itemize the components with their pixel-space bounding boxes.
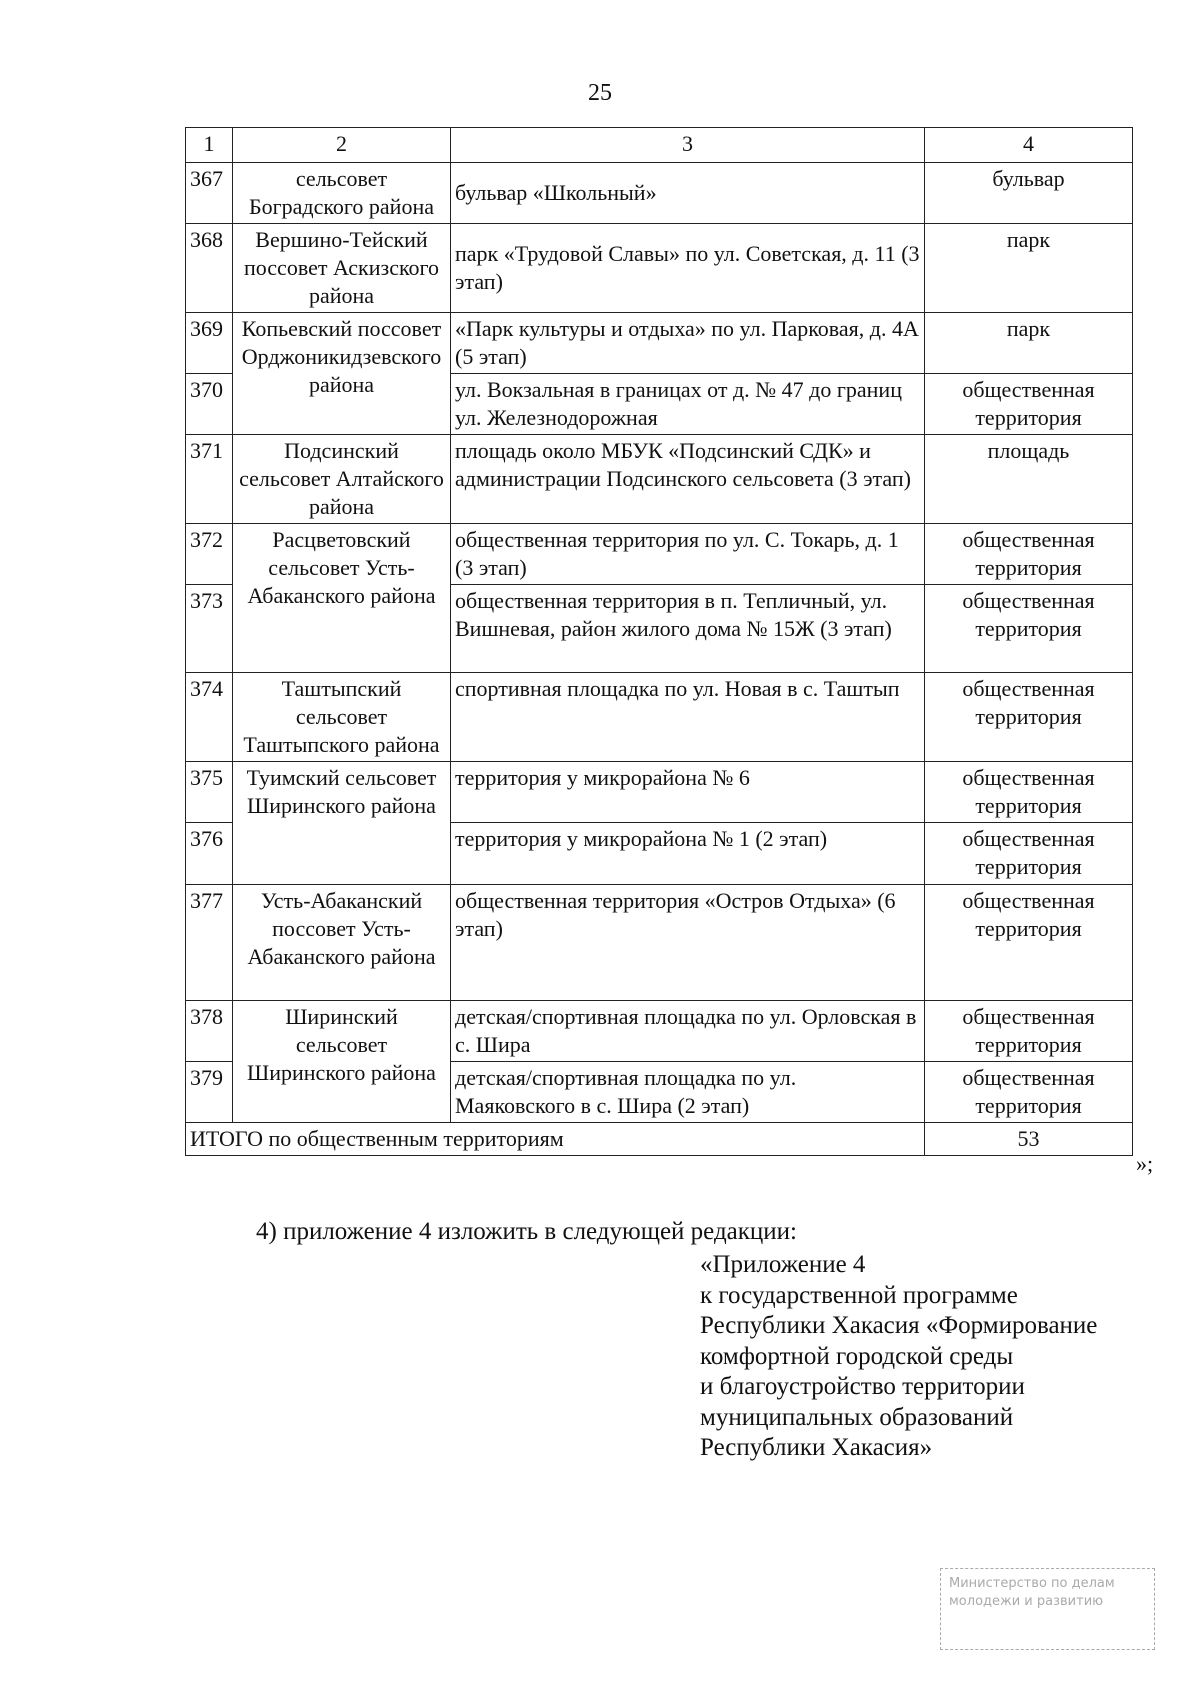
territory-cell: парк «Трудовой Славы» по ул. Советская, д. 11 (3 этап) <box>451 224 925 313</box>
instruction-text: 4) приложение 4 изложить в следующей редакции: <box>256 1218 797 1245</box>
type-cell: парк <box>925 313 1133 374</box>
table-row <box>186 163 1133 224</box>
territory-cell: «Парк культуры и отдыха» по ул. Парковая, д. 4А (5 этап) <box>451 313 925 374</box>
appendix-line: муниципальных образований <box>700 1403 1014 1431</box>
column-header: 3 <box>451 128 925 163</box>
table-row <box>186 1001 1133 1062</box>
table-row <box>186 885 1133 1001</box>
municipality-cell: сельсовет Боградского района <box>233 163 451 224</box>
column-header: 2 <box>233 128 451 163</box>
total-label: ИТОГО по общественным территориям <box>186 1123 925 1156</box>
appendix-line: комфортной городской среды <box>700 1342 1014 1370</box>
type-cell: общественная территория <box>925 762 1133 823</box>
stamp-line: молодежи и развитию <box>949 1594 1104 1609</box>
territory-cell: детская/спортивная площадка по ул. Маяковского в с. Шира (2 этап) <box>451 1062 925 1123</box>
territories-table <box>185 127 1133 1156</box>
total-row <box>186 1123 1133 1156</box>
territory-cell: общественная территория в п. Тепличный, ул. Вишневая, район жилого дома № 15Ж (3 этап) <box>451 585 925 673</box>
territory-cell: территория у микрорайона № 1 (2 этап) <box>451 823 925 885</box>
table-row <box>186 435 1133 524</box>
table-row <box>186 673 1133 762</box>
row-number: 369 <box>186 313 233 374</box>
municipality-cell: Расцветовский сельсовет Усть-Абаканского района <box>233 524 451 673</box>
municipality-cell: Копьевский поссовет Орджоникидзевского района <box>233 313 451 435</box>
appendix-line: Республики Хакасия» <box>700 1434 933 1461</box>
row-number: 378 <box>186 1001 233 1062</box>
appendix-line: Республики Хакасия «Формирование <box>700 1312 1098 1339</box>
table-row <box>186 524 1133 585</box>
appendix-line: и благоустройство территории <box>700 1373 1025 1400</box>
type-cell: общественная территория <box>925 374 1133 435</box>
territory-cell: общественная территория «Остров Отдыха» (6 этап) <box>451 885 925 1001</box>
type-cell: общественная территория <box>925 524 1133 585</box>
appendix-line: «Приложение 4 <box>700 1251 866 1278</box>
closing-quote: »; <box>1136 1151 1154 1176</box>
territory-cell: бульвар «Школьный» <box>451 163 925 224</box>
ministry-stamp <box>940 1568 1155 1650</box>
territory-cell: спортивная площадка по ул. Новая в с. Таштып <box>451 673 925 762</box>
row-number: 376 <box>186 823 233 885</box>
total-value: 53 <box>925 1123 1133 1156</box>
type-cell: площадь <box>925 435 1133 524</box>
column-header: 1 <box>186 128 233 163</box>
table-row <box>186 313 1133 374</box>
type-cell: общественная территория <box>925 823 1133 885</box>
municipality-cell: Подсинский сельсовет Алтайского района <box>233 435 451 524</box>
territory-cell: детская/спортивная площадка по ул. Орловская в с. Шира <box>451 1001 925 1062</box>
row-number: 375 <box>186 762 233 823</box>
type-cell: общественная территория <box>925 885 1133 1001</box>
stamp-line: Министерство по делам <box>949 1576 1115 1591</box>
row-number: 368 <box>186 224 233 313</box>
row-number: 379 <box>186 1062 233 1123</box>
row-number: 367 <box>186 163 233 224</box>
table-row <box>186 224 1133 313</box>
appendix-heading <box>700 1250 1097 1464</box>
row-number: 372 <box>186 524 233 585</box>
type-cell: общественная территория <box>925 1062 1133 1123</box>
municipality-cell: Усть-Абаканский поссовет Усть-Абаканского района <box>233 885 451 1001</box>
appendix-line: к государственной программе <box>700 1281 1018 1309</box>
type-cell: бульвар <box>925 163 1133 224</box>
page-number: 25 <box>588 80 612 106</box>
row-number: 377 <box>186 885 233 1001</box>
municipality-cell: Ширинский сельсовет Ширинского района <box>233 1001 451 1123</box>
column-header: 4 <box>925 128 1133 163</box>
type-cell: общественная территория <box>925 585 1133 673</box>
type-cell: общественная территория <box>925 673 1133 762</box>
municipality-cell: Таштыпский сельсовет Таштыпского района <box>233 673 451 762</box>
municipality-cell: Вершино-Тейский поссовет Аскизского района <box>233 224 451 313</box>
table-header-row <box>186 128 1133 163</box>
type-cell: парк <box>925 224 1133 313</box>
type-cell: общественная территория <box>925 1001 1133 1062</box>
territory-cell: площадь около МБУК «Подсинский СДК» и администрации Подсинского сельсовета (3 этап) <box>451 435 925 524</box>
territory-cell: территория у микрорайона № 6 <box>451 762 925 823</box>
municipality-cell: Туимский сельсовет Ширинского района <box>233 762 451 885</box>
row-number: 371 <box>186 435 233 524</box>
row-number: 374 <box>186 673 233 762</box>
row-number: 373 <box>186 585 233 673</box>
territory-cell: общественная территория по ул. С. Токарь, д. 1 (3 этап) <box>451 524 925 585</box>
row-number: 370 <box>186 374 233 435</box>
table-row <box>186 762 1133 823</box>
territory-cell: ул. Вокзальная в границах от д. № 47 до границ ул. Железнодорожная <box>451 374 925 435</box>
